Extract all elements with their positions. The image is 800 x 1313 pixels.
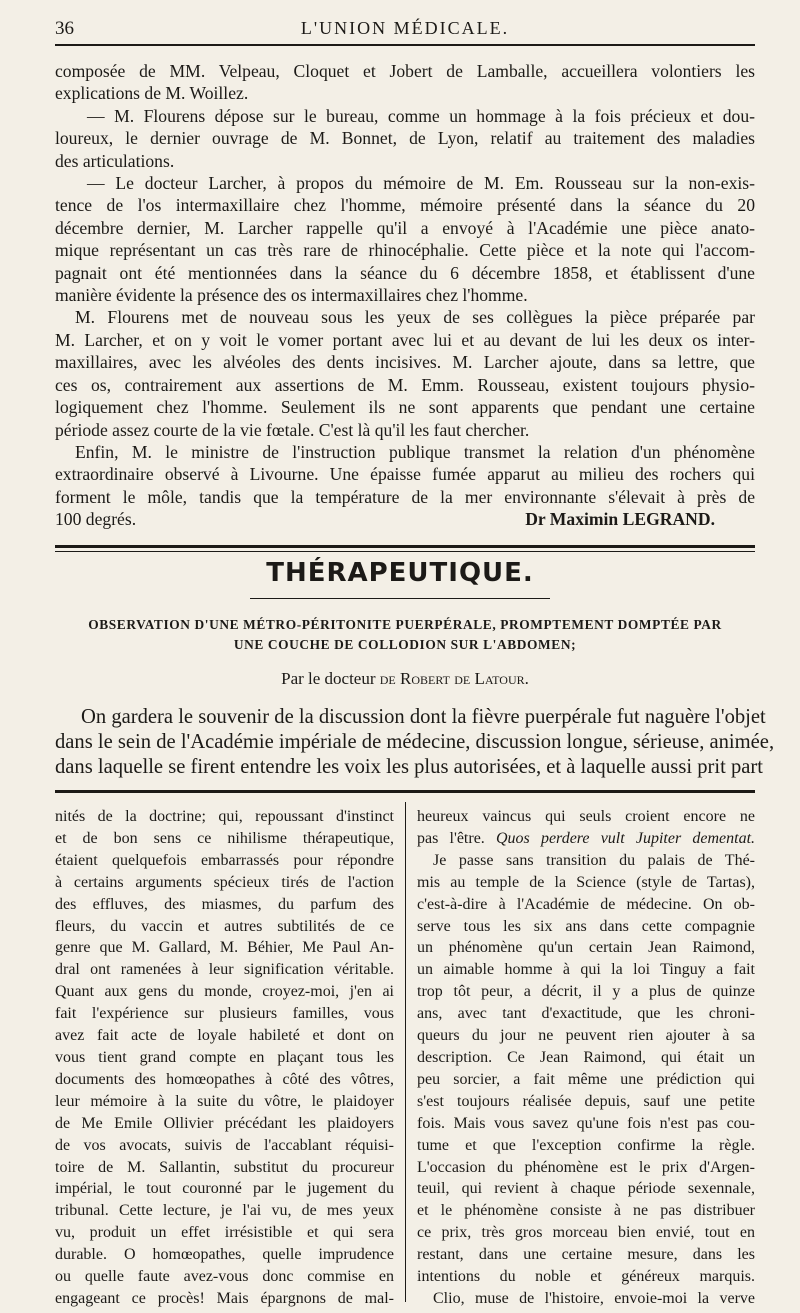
latin-quote: Quos perdere vult Jupiter dementat. (496, 829, 756, 847)
text-line: et de bon sens ce nihilisme thérapeutique, (55, 829, 394, 847)
text-line: Quant aux gens du monde, croyez-moi, j'en ai (55, 983, 394, 1001)
text-line: description. Ce Jean Raimond, qui était un (417, 1048, 755, 1066)
text-line: et le phénomène consiste à ne pas distribuer (417, 1202, 755, 1220)
text-line: vu, produit un effet irrésistible et qui sera (55, 1224, 394, 1242)
columns-rule (55, 790, 755, 793)
text-line: dral ont ramenées à leur signification véritable. (55, 961, 394, 979)
section-rule (55, 551, 755, 552)
text-line: ces os, contrairement aux assertions de M. Emm. Rousseau, existent toujours physio- (55, 374, 755, 395)
text-fragment: pas l'être. (417, 829, 485, 847)
text-line: dans le sein de l'Académie impériale de médecine, discussion longue, sérieuse, animée, (55, 730, 775, 753)
text-line: fait l'expérience sur plusieurs familles, vous (55, 1005, 394, 1023)
left-column (55, 806, 394, 1310)
text-line: documents des homœopathes à côté des vôtres, (55, 1070, 394, 1088)
text-line: loureux, le dernier ouvrage de M. Bonnet, de Lyon, relatif au traitement des maladies (55, 128, 755, 149)
text-line: c'est-à-dire à l'Académie de médecine. On ob- (417, 895, 755, 913)
academy-report-text (55, 60, 755, 531)
article-title-line: UNE COUCHE DE COLLODION SUR L'ABDOMEN; (233, 637, 577, 652)
text-line: étaient quelquefois embarrassés pour répondre (55, 851, 394, 869)
text-line: mis au temple de la Science (style de Tartas), (417, 873, 755, 891)
text-line: 100 degrés. (55, 509, 137, 530)
text-line: — M. Flourens dépose sur le bureau, comme un hommage à la fois précieux et dou- (87, 105, 755, 126)
text-line: avez fait acte de loyale habileté et dont on (55, 1027, 394, 1045)
section-rule (55, 545, 755, 548)
text-line: genre que M. Gallard, M. Béhier, Me Paul An- (55, 939, 394, 957)
column-divider (405, 802, 406, 1302)
text-line: M. Flourens met de nouveau sous les yeux de ses collègues la pièce préparée par (75, 307, 755, 328)
text-line: engageant ce procès! Mais épargnons de mal- (55, 1289, 394, 1307)
title-underline (250, 598, 550, 599)
text-line: ou quelle faute avez-vous donc commise en (55, 1268, 394, 1286)
text-line: fleurs, du vaccin et autres subtilités de ce (55, 917, 394, 935)
text-line: Enfin, M. le ministre de l'instruction publique transmet la relation d'un phénomène (75, 441, 755, 462)
journal-title: L'UNION MÉDICALE. (300, 18, 510, 38)
text-line: des effluves, des miasmes, du parfum des (55, 895, 394, 913)
text-line: vous tient grand compte en plaçant tous les (55, 1048, 394, 1066)
text-line (417, 828, 755, 850)
text-line: forment le môle, tandis que la température de la mer environnante s'élevait à près de (55, 486, 755, 507)
text-line: maxillaires, avec les alvéoles des dents incisives. M. Larcher ajoute, dans sa lettre, que (55, 352, 755, 373)
article-intro (55, 705, 775, 779)
text-line: s'est toujours réalisée depuis, sauf une petite (417, 1092, 755, 1110)
text-line: logiquement chez l'homme. Seulement ils ne sont apparents que pendant une certaine (55, 397, 755, 418)
author-signature: Dr Maximin LEGRAND. (525, 509, 715, 530)
text-line: dans laquelle se firent entendre les voix les plus autorisées, et à laquelle aussi prit part (55, 755, 763, 778)
text-line: pagnait ont été mentionnées dans la séance du 6 décembre 1858, et établissent d'une (55, 262, 755, 283)
text-line: heureux vaincus qui seuls croient encore ne (417, 808, 755, 825)
text-line: tume et que l'exception confirme la règle. (417, 1136, 755, 1154)
text-line: de vos avocats, suivis de l'accablant réquisi- (55, 1136, 394, 1154)
text-line: toire de M. Sallantin, substitut du procureur (55, 1158, 394, 1176)
text-line: impérial, le tout couronné par le jugement du (55, 1180, 394, 1198)
text-line: composée de MM. Velpeau, Cloquet et Jobert de Lamballe, accueillera volontiers les (55, 61, 755, 81)
text-line: M. Larcher, et on y voit le vomer portant avec lui et au devant de lui les deux os inter- (55, 329, 755, 350)
text-line: ans, avec tant d'exactitude, que les chroni- (417, 1005, 755, 1023)
text-line: des articulations. (55, 150, 175, 171)
text-line: fois. Mais vous savez qu'une fois n'est pas cou- (417, 1114, 755, 1132)
section-title: THÉRAPEUTIQUE. (266, 558, 534, 588)
running-header (55, 16, 755, 42)
text-line: manière évidente la présence des os intermaxillaires chez l'homme. (55, 285, 528, 306)
text-line: à certains arguments spécieux tirés de l'action (55, 873, 394, 891)
text-line: L'occasion du phénomène est le prix d'Argen- (417, 1158, 755, 1176)
text-line: de Me Emile Ollivier précédant les plaidoyers (55, 1114, 394, 1132)
byline-author: de Robert de Latour. (379, 669, 529, 688)
text-line: peu sorcier, a fait même une prédiction qui (417, 1070, 755, 1088)
text-line: nités de la doctrine; qui, repoussant d'instinct (55, 808, 394, 825)
text-line: leur mémoire à la suite du vôtre, le plaidoyer (55, 1092, 394, 1110)
header-rule (55, 44, 755, 46)
text-line: un aimable homme à qui la loi Tinguy a fait (417, 961, 755, 979)
article-title (55, 615, 755, 655)
text-line: explications de M. Woillez. (55, 83, 249, 104)
text-line: mique représentant un cas très rare de rhinocéphalie. Cette pièce et la note qui l'accom- (55, 240, 755, 261)
text-line: un phénomène qu'un certain Jean Raimond, (417, 939, 755, 957)
text-line: — Le docteur Larcher, à propos du mémoire de M. Em. Rousseau sur la non-exis- (87, 173, 755, 194)
text-line: ce prix, très gros morceau bien envié, tout en (417, 1224, 755, 1242)
article-title-line: OBSERVATION D'UNE MÉTRO-PÉRITONITE PUERPÉRALE, PROMPTEMENT DOMPTÉE PAR (88, 617, 722, 632)
byline (55, 669, 755, 689)
text-line: Je passe sans transition du palais de Thé- (433, 851, 755, 869)
text-line: queurs du jour ne peuvent rien ajouter à sa (417, 1027, 755, 1045)
text-line: décembre dernier, M. Larcher rappelle qu'il a envoyé à l'Académie une pièce anato- (55, 217, 755, 238)
text-line: durable. O homœopathes, quelle imprudence (55, 1246, 394, 1264)
text-line: serve tous les six ans dans cette compagnie (417, 917, 755, 935)
text-line: Clio, muse de l'histoire, envoie-moi la verve (433, 1289, 755, 1307)
signature-line (55, 508, 755, 530)
right-column (417, 806, 755, 1310)
text-line: période assez courte de la vie fœtale. C'est là qu'il les faut chercher. (55, 419, 530, 440)
text-line: tence de l'os intermaxillaire chez l'homme, mémoire présenté dans la séance du 20 (55, 195, 755, 216)
text-line: extraordinaire observé à Livourne. Une épaisse fumée apparut au milieu des rochers qui (55, 464, 755, 485)
text-line: tribunal. Cette lecture, je l'ai vu, de mes yeux (55, 1202, 394, 1220)
text-line: On gardera le souvenir de la discussion dont la fièvre puerpérale fut naguère l'objet (81, 706, 766, 728)
text-line: intentions du noble et généreux marquis. (417, 1268, 755, 1286)
page-number: 36 (55, 18, 74, 39)
text-line: restant, dans une certaine mesure, dans les (417, 1246, 755, 1264)
text-line: trop tôt peur, a décrit, il y a plus de quinze (417, 983, 755, 1001)
text-line: teuil, qui revient à chaque période sexennale, (417, 1180, 755, 1198)
byline-prefix: Par le docteur (281, 669, 376, 688)
